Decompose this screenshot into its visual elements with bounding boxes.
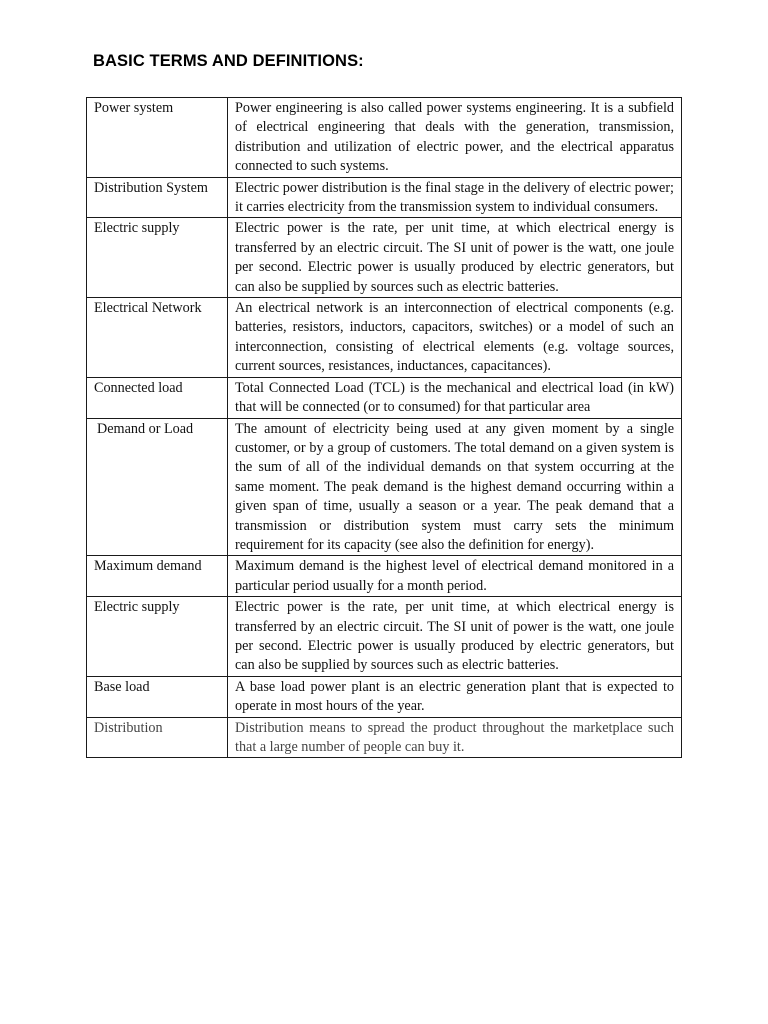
definition-cell: Power engineering is also called power systems engineering. It is a subfield of electrical engineering that deals with the generation, transmission, distribution and utilization of electric power, and the electrical apparatus connected to such systems. [228, 98, 682, 178]
definition-cell: A base load power plant is an electric generation plant that is expected to operate in most hours of the year. [228, 676, 682, 717]
table-row [87, 676, 682, 717]
table-row [87, 298, 682, 378]
definitions-table [86, 97, 682, 758]
table-row [87, 98, 682, 178]
definition-cell: Total Connected Load (TCL) is the mechanical and electrical load (in kW) that will be connected (or to consumed) for that particular area [228, 377, 682, 418]
table-row [87, 418, 682, 556]
table-row [87, 218, 682, 298]
table-row [87, 597, 682, 677]
table-row [87, 717, 682, 758]
page-title: BASIC TERMS AND DEFINITIONS: [93, 52, 364, 70]
term-cell: Connected load [87, 377, 228, 418]
definition-cell: Electric power is the rate, per unit time, at which electrical energy is transferred by an electric circuit. The SI unit of power is the watt, one joule per second. Electric power is usually produced by electric generators, but can also be supplied by sources such as electric batteries. [228, 218, 682, 298]
term-cell: Electrical Network [87, 298, 228, 378]
table-row [87, 556, 682, 597]
term-cell: Base load [87, 676, 228, 717]
term-cell: Maximum demand [87, 556, 228, 597]
definition-cell: The amount of electricity being used at any given moment by a single customer, or by a group of customers. The total demand on a given system is the sum of all of the individual demands on that system occurring at the same moment. The peak demand is the highest demand occurring within a given span of time, usually a season or a year. The peak demand that a transmission or distribution system must carry sets the minimum requirement for its capacity (see also the definition for energy). [228, 418, 682, 556]
table-row [87, 177, 682, 218]
term-cell: Distribution System [87, 177, 228, 218]
term-cell: Electric supply [87, 597, 228, 677]
term-cell: Electric supply [87, 218, 228, 298]
term-cell: Distribution [87, 717, 228, 758]
definition-cell: Electric power distribution is the final stage in the delivery of electric power; it carries electricity from the transmission system to individual consumers. [228, 177, 682, 218]
definition-cell: Electric power is the rate, per unit time, at which electrical energy is transferred by an electric circuit. The SI unit of power is the watt, one joule per second. Electric power is usually produced by electric generators, but can also be supplied by sources such as electric batteries. [228, 597, 682, 677]
definition-cell: Distribution means to spread the product throughout the marketplace such that a large number of people can buy it. [228, 717, 682, 758]
definition-cell: An electrical network is an interconnection of electrical components (e.g. batteries, resistors, inductors, capacitors, switches) or a model of such an interconnection, consisting of electrical elements (e.g. voltage sources, current sources, resistances, inductances, capacitances). [228, 298, 682, 378]
term-cell: Demand or Load [87, 418, 228, 556]
definition-cell: Maximum demand is the highest level of electrical demand monitored in a particular period usually for a month period. [228, 556, 682, 597]
table-row [87, 377, 682, 418]
term-cell: Power system [87, 98, 228, 178]
